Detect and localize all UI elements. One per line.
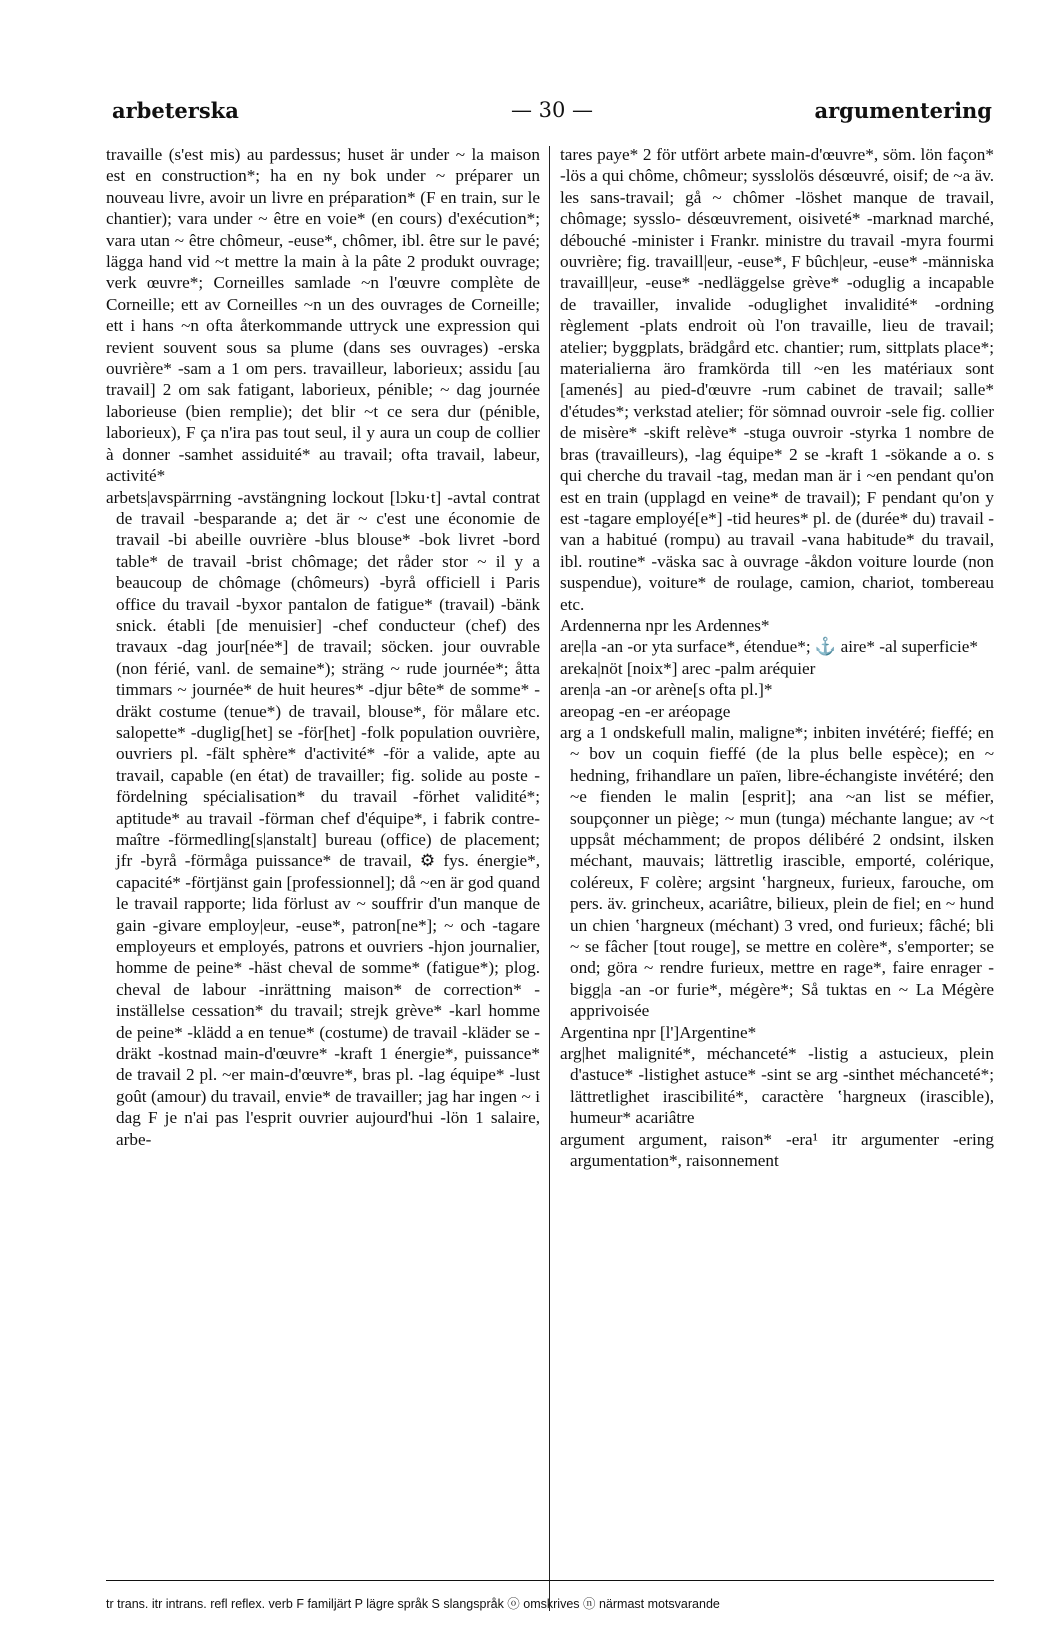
dictionary-entry: argument argument, raison* -era¹ itr argumenter -ering argumentation*, raisonnement bbox=[560, 1129, 994, 1171]
dictionary-entry: arg a 1 ondskefull malin, maligne*; inbiten invétéré; fieffé; en ~ bov un coquin fieffé (de la plus belle espèce); en ~ hedning, frihandlare un païen, libre-échangiste invétéré; den ~e fienden le malin [esprit]; ana ~an list se méfier, soupçonner un piège; ~ mun (tunga) méchante langue; av ~t uppsåt méchamment; de propos délibéré 2 ondsint, ilsken méchant, mauvais; lättretlig irascible, emporté, colérique, coléreux, F colère; argsint ʽhargneux, furieux, farouche, om pers. äv. grincheux, acariâtre, bilieux, plein de fiel; en ~ hund un chien ʽhargneux (méchant) 3 vred, ond furieux; fâché; bli ~ se fâcher [tout rouge], se mettre en colère*, s'emporter; se ond; göra ~ rendre furieux, mettre en rage*, faire enrager -bigg|a -an -or furie*, mégère*; Så tuktas en ~ La Mégère apprivoisée bbox=[560, 722, 994, 1021]
column-divider bbox=[549, 146, 550, 1611]
footer-rule bbox=[106, 1580, 994, 1581]
right-column bbox=[560, 144, 994, 1172]
left-column bbox=[106, 144, 540, 1150]
dictionary-entry: Argentina npr [l']Argentine* bbox=[560, 1022, 757, 1042]
header-first-entry: arbeterska bbox=[112, 98, 239, 123]
dictionary-entry: are|la -an -or yta surface*, étendue*; ⚓ aire* -al superficie* bbox=[560, 637, 979, 657]
page-header bbox=[112, 98, 992, 128]
page-number: — 30 — bbox=[510, 98, 594, 122]
abbreviation-legend: tr trans. itr intrans. refl reflex. verb F familjärt P lägre språk S slangspråk ⓞ omskrives ⓝ närmast motsvarande bbox=[106, 1597, 720, 1611]
dictionary-entry: Ardennerna npr les Ardennes* bbox=[560, 615, 770, 635]
dictionary-entry: aren|a -an -or arène[s ofta pl.]* bbox=[560, 680, 773, 700]
dictionary-entry: areopag -en -er aréopage bbox=[560, 701, 731, 721]
dictionary-entry: tares paye* 2 för utfört arbete main-d'œuvre*, söm. lön façon* -lös a qui chôme, chômeur; sysslolös désœuvré, oisif; de ~a äv. les sans-travail; gå ~ chômer -löshet manque de travail, chômage; sysslo- désœuvrement, oisiveté* -marknad marché, débouché -minister i Frankr. ministre du travail -myra fourmi ouvrière; fig. travaill|eur, -euse*, F bûch|eur, -euse* -människa travaill|eur, -euse* -nedläggelse grève* -oduglig a incapable de travailler, invalide -oduglighet invalidité* -ordning règlement -plats endroit où l'on travaille, lieu de travail; atelier; byggplats, brädgård etc. chantier; rum, sittplats place*; materialierna äro framkörda till ~en les matériaux sont [amenés] au pied-d'œuvre -rum cabinet de travail; salle* d'études*; verkstad atelier; för sömnad ouvroir -sele fig. collier de misère* -skift relève* -stuga ouvroir -styrka 1 nombre de bras (travailleurs), -lag équipe* 2 se -kraft 1 -sökande a o. s qui cherche du travail -tag, medan man är i ~en pendant qu'on est en train (upplagd en veine* de travail); F pendant qu'on y est -tagare employé[e*] -tid heures* pl. de (durée* du) travail -van a habitué (rompu) au travail -vana habitude* du travail, ibl. routine* -väska sac à ouvrage -åkdon voiture lourde (non suspendue), voiture* de roulage, camion, chariot, tombereau etc. bbox=[560, 145, 994, 614]
header-last-entry: argumentering bbox=[814, 98, 992, 123]
dictionary-entry: arbets|avspärrning -avstängning lockout [lɔku·t] -avtal contrat de travail -besparande a; det är ~ c'est une économie de travail -bi abeille ouvrière -blus blouse* -bok livret -bord table* de travail -brist chômage; det råder stor ~ il y a beaucoup de chômage (chômeurs) -byrå officiell i Paris office du travail -byxor pantalon de fatigue* (travail) -bänk snick. établi [de menuisier] -chef conducteur (chef) des travaux -dag jour[née*] de travail; söcken. jour ouvrable (non férié, vanl. de semaine*); sträng ~ rude journée*; åtta timmars ~ journée* de huit heures* -djur bête* de somme* -dräkt costume (tenue*) de travail, blouse*, för målare etc. salopette* -duglig[het] se -för[het] -folk population ouvrière, ouvriers pl. -fält sphère* d'activité* -för a valide, apte au travail, capable (en état) de travailler; fig. solide au poste -fördelning spécialisation* du travail -förhet validité*; aptitude* au travail -förman chef d'équipe*, i fabrik contre-maître -förmedling[s|anstalt] bureau (office) de placement; jfr -byrå -förmåga puissance* de travail, ⚙ fys. énergie*, capacité* -förtjänst gain [professionnel]; då ~en är god quand le travail rapporte; lida förlust av ~ souffrir d'un manque de gain -givare employ|eur, -euse*, patron[ne*]; ~ och -tagare employeurs et employés, patrons et ouvriers -hjon journalier, homme de peine* -häst cheval de somme* (fatigue*); plog. cheval de labour -inrättning maison* de correction* -inställelse cessation* du travail; strejk grève* -karl homme de peine* -klädd a en tenue* (costume) de travail -kläder se -dräkt -kostnad main-d'œuvre* -kraft 1 énergie*, puissance* de travail 2 pl. ~er main-d'œuvre*, bras pl. -lag équipe* -lust goût (amour) du travail, envie* de travailler; jag har ingen ~ i dag F je n'ai pas l'esprit ouvrier aujourd'hui -lön 1 salaire, arbe- bbox=[106, 487, 540, 1149]
dictionary-entry: areka|nöt [noix*] arec -palm aréquier bbox=[560, 658, 816, 678]
dictionary-entry: arg|het malignité*, méchanceté* -listig a astucieux, plein d'astuce* -listighet astuce* -sint se arg -sinthet méchanceté*; lättretlighet irascibilité*, caractère ʽhargneux (irascible), humeur* acariâtre bbox=[560, 1044, 994, 1128]
dictionary-entry: travaille (s'est mis) au pardessus; huset är under ~ la maison est en construction*; ha en ny bok under ~ préparer un nouveau livre, avoir un livre en préparation* (F en train, sur le chantier); vara under ~ être en voie* (en cours) d'exécution*; vara utan ~ être chômeur, -euse*, chômer, ibl. être sur le pavé; lägga hand vid ~t mettre la main à la pâte 2 produkt ouvrage; verk œuvre*; Corneilles samlade ~n l'œuvre complète de Corneille; ett av Corneilles ~n un des ouvrages de Corneille; ett i hans ~n ofta återkommande uttryck une expression qui revient souvent sous sa plume (dans ses ouvrages) -erska ouvrière* -sam a 1 om pers. travailleur, laborieux; assidu [au travail] 2 om sak fatigant, laborieux, pénible; ~ dag journée laborieuse (bien remplie); det blir ~t ce sera dur (pénible, laborieux), F ça n'ira pas tout seul, il y aura un coup de collier à donner -samhet assiduité* au travail; ofta travail, labeur, activité* bbox=[106, 145, 540, 486]
